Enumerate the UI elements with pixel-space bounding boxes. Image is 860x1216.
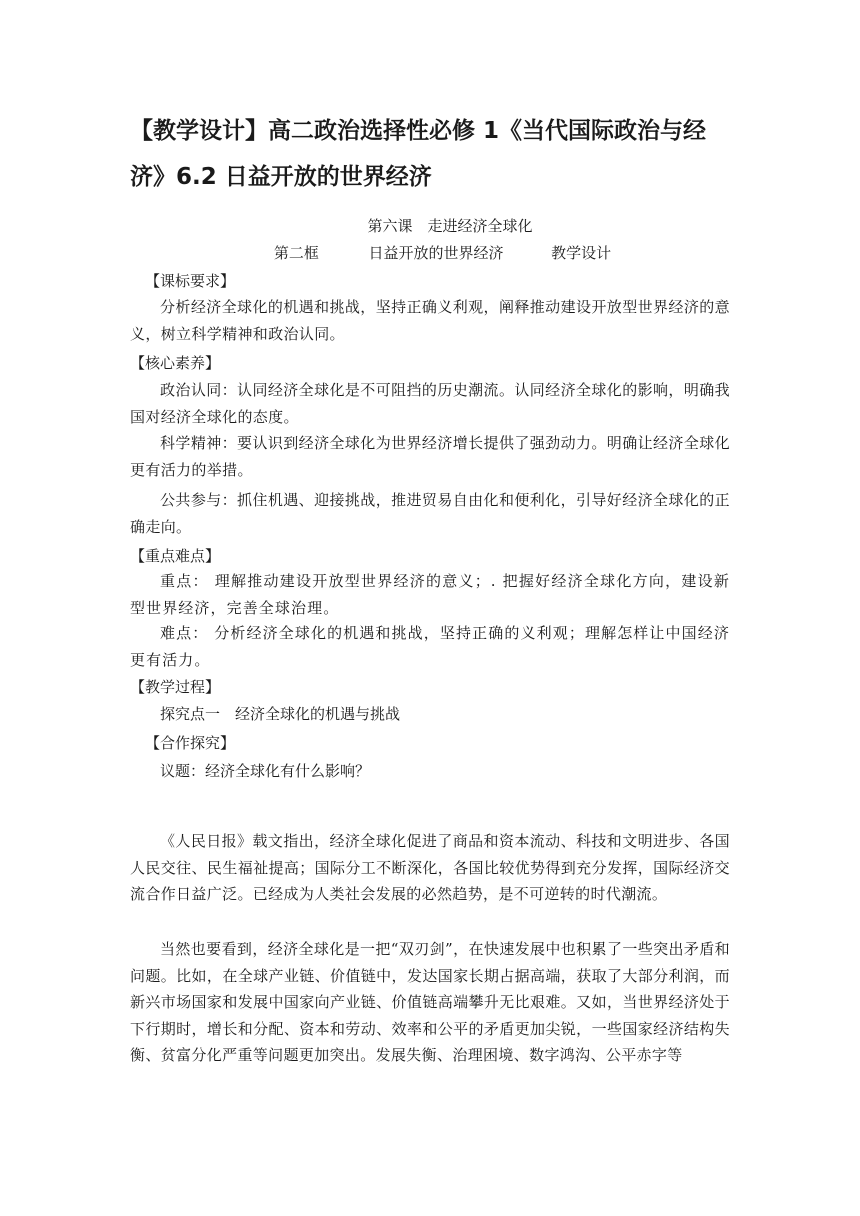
discussion-topic: 议题：经济全球化有什么影响？ <box>160 762 371 780</box>
lesson-heading: 第六课 走进经济全球化 <box>367 217 533 235</box>
section-heading-part2: 日益开放的世界经济 <box>368 244 504 262</box>
document-title: 【教学设计】高二政治选择性必修 1《当代国际政治与经济》6.2 日益开放的世界经济 <box>130 118 707 190</box>
heading-key-difficulties: 【重点难点】 <box>130 547 221 565</box>
key-points-text: 重点： 理解推动建设开放型世界经济的意义；. 把握好经济全球化方向，建设新型世界经济，完善全球治理。 <box>130 572 730 617</box>
section-heading <box>0 243 860 263</box>
heading-teaching-process: 【教学过程】 <box>130 678 221 696</box>
inquiry-point-one: 探究点一 经济全球化的机遇与挑战 <box>160 705 401 723</box>
section-heading-part1: 第二框 <box>273 244 319 262</box>
material-paragraph-2: 当然也要看到，经济全球化是一把“双刃剑”，在快速发展中也积累了一些突出矛盾和问题。比如，在全球产业链、价值链中，发达国家长期占据高端，获取了大部分利润，而新兴市场国家和发展中国家向产业链、价值链高端攀升无比艰难。又如，当世界经济处于下行期时，增长和分配、资本和劳动、效率和公平的矛盾更加尖锐，一些国家经济结构失衡、贫富分化严重等问题更加突出。发展失衡、治理困境、数字鸿沟、公平赤字等 <box>130 940 730 1064</box>
heading-cooperative-inquiry: 【合作探究】 <box>145 734 236 752</box>
heading-curriculum-requirements: 【课标要求】 <box>145 272 236 290</box>
difficult-points-text: 难点： 分析经济全球化的机遇和挑战，坚持正确的义利观；理解怎样让中国经济更有活力。 <box>130 624 730 669</box>
core-competency-political: 政治认同：认同经济全球化是不可阻挡的历史潮流。认同经济全球化的影响，明确我国对经济全球化的态度。 <box>130 381 730 426</box>
material-paragraph-1: 《人民日报》载文指出，经济全球化促进了商品和资本流动、科技和文明进步、各国人民交往、民生福祉提高；国际分工不断深化，各国比较优势得到充分发挥，国际经济交流合作日益广泛。已经成为人类社会发展的必然趋势，是不可逆转的时代潮流。 <box>130 832 730 903</box>
core-competency-scientific: 科学精神：要认识到经济全球化为世界经济增长提供了强劲动力。明确让经济全球化更有活力的举措。 <box>130 434 730 479</box>
core-competency-public: 公共参与：抓住机遇、迎接挑战，推进贸易自由化和便利化，引导好经济全球化的正确走向。 <box>130 491 730 536</box>
curriculum-requirements-text: 分析经济全球化的机遇和挑战，坚持正确义利观，阐释推动建设开放型世界经济的意义，树立科学精神和政治认同。 <box>130 298 730 343</box>
section-heading-part3: 教学设计 <box>551 244 612 262</box>
heading-core-competencies: 【核心素养】 <box>130 354 221 372</box>
